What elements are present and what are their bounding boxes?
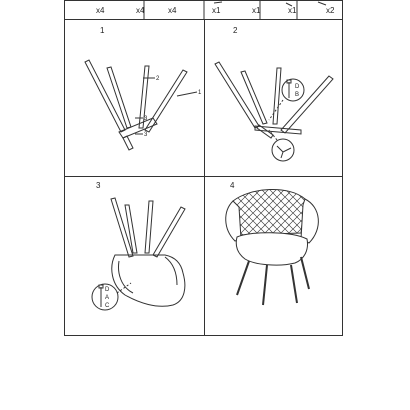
detail-circle: [282, 79, 304, 101]
callout-label: 3: [144, 116, 148, 122]
leg: [215, 62, 259, 128]
callout-label: B: [295, 92, 300, 98]
part-qty: x4: [96, 6, 105, 15]
leg: [125, 205, 137, 253]
seat-shell: [112, 255, 185, 306]
part-qty: x4: [136, 6, 145, 15]
part-qty: x1: [288, 6, 297, 15]
chair-back: [233, 189, 305, 235]
part-qty: x1: [212, 6, 221, 15]
step-2-illustration: [205, 20, 343, 176]
step-4-illustration: [205, 177, 343, 336]
leg-frame: [123, 136, 133, 150]
step-3-number: 3: [96, 181, 101, 190]
callout-label: A: [105, 295, 110, 301]
chair-arm-right: [301, 199, 318, 243]
callout-label: C: [105, 303, 110, 309]
step-1-number: 1: [100, 26, 105, 35]
callout-label: 2: [156, 76, 160, 82]
callout-label: D: [105, 287, 110, 293]
wrench-icon: [318, 2, 326, 5]
screw-head-icon: [287, 80, 291, 83]
chair-seat: [236, 233, 307, 265]
screw-head-icon: [99, 285, 103, 288]
step-3-illustration: [65, 177, 204, 336]
leg: [145, 70, 187, 132]
step-2-number: 2: [233, 26, 238, 35]
callout-label: 3: [144, 132, 148, 138]
chair-leg: [237, 261, 249, 295]
detail-circle: [272, 139, 294, 161]
chair-leg: [263, 265, 267, 305]
callout-label: 1: [198, 90, 202, 96]
step-4-number: 4: [230, 181, 235, 190]
leader-line: [177, 92, 197, 96]
leg: [241, 71, 267, 124]
chair-leg: [301, 257, 309, 289]
seat-contour: [165, 257, 177, 285]
parts-icons: [64, 0, 343, 19]
part-qty: x2: [326, 6, 335, 15]
leg: [85, 60, 125, 132]
allen-key-icon: [277, 146, 291, 158]
part-qty: x1: [252, 6, 261, 15]
parts-list: [64, 0, 343, 19]
step-1-illustration: [65, 20, 204, 176]
leg: [145, 201, 153, 253]
leg: [153, 207, 185, 257]
chair-leg: [291, 265, 297, 303]
screw-icon: [214, 2, 222, 3]
seat-contour: [119, 261, 133, 293]
leg: [273, 68, 281, 124]
chair-arm-left: [226, 201, 241, 241]
callout-label: D: [295, 84, 300, 90]
part-qty: x4: [168, 6, 177, 15]
leader-line: [269, 100, 283, 120]
